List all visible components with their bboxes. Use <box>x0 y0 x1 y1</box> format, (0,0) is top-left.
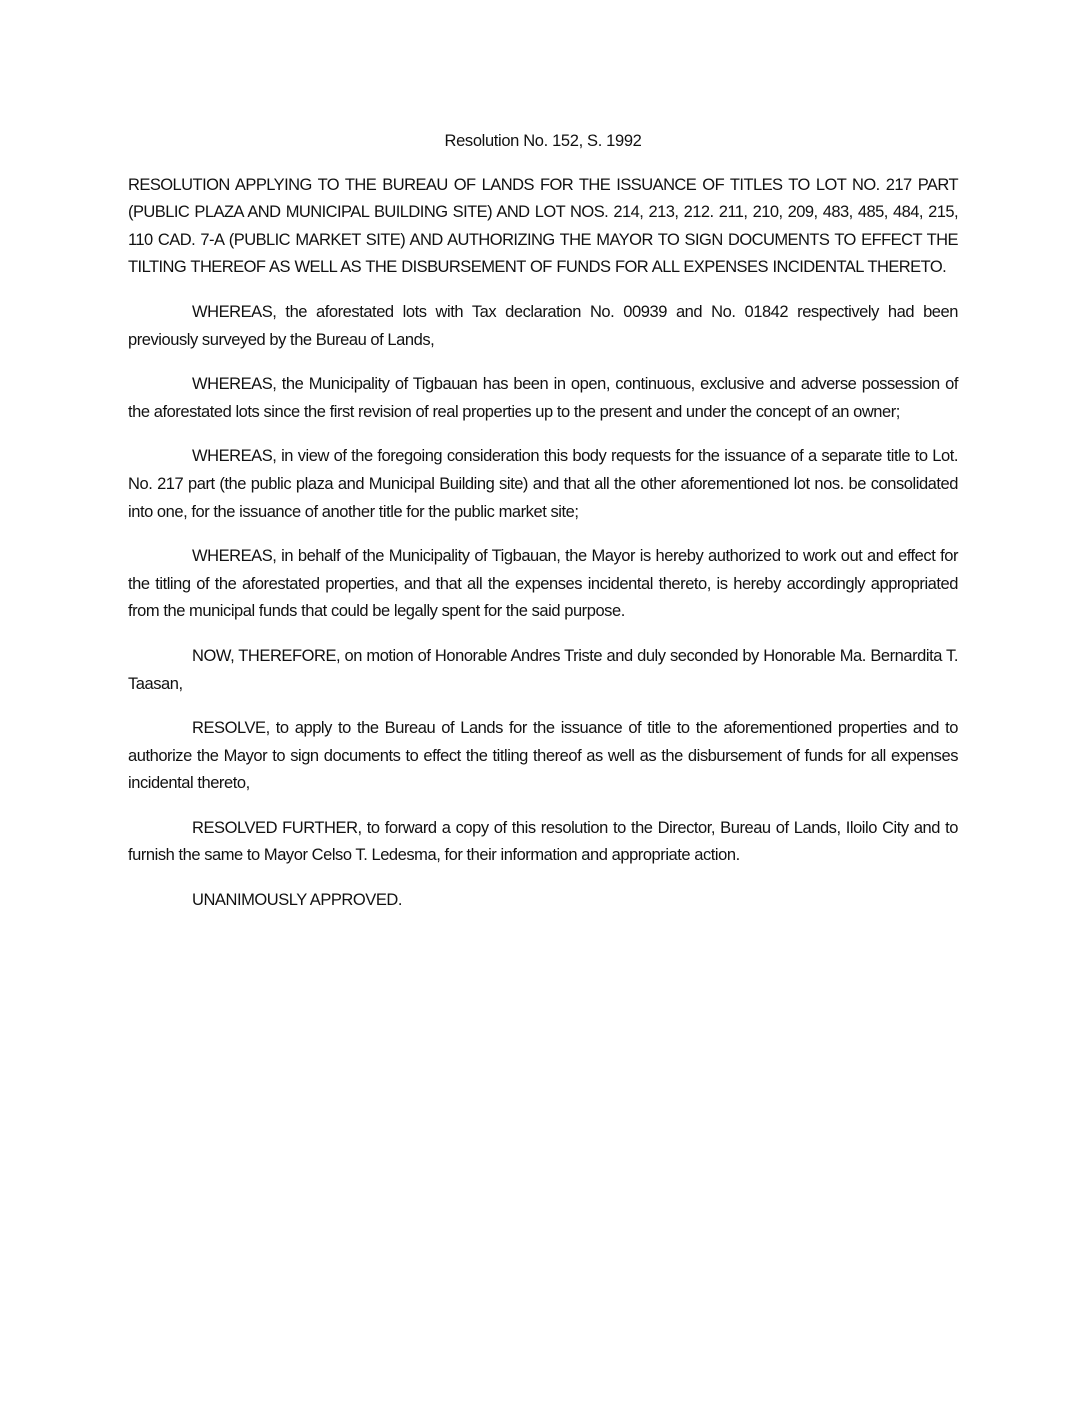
whereas-authorization-paragraph: WHEREAS, in behalf of the Municipality of Tigbauan, the Mayor is hereby authorized to work out and effect for the titling of the aforestated properties, and that all the expenses incidental thereto, is hereby accordingly appropriated from the municipal funds that could be legally spent for the said purpose. <box>128 547 958 621</box>
document-page <box>128 128 958 932</box>
whereas-possession-paragraph: WHEREAS, the Municipality of Tigbauan has been in open, continuous, exclusive and adverse possession of the aforestated lots since the first revision of real properties up to the present and under the concept of an owner; <box>128 375 958 421</box>
whereas-surveyed-paragraph: WHEREAS, the aforestated lots with Tax declaration No. 00939 and No. 01842 respectively had been previously surveyed by the Bureau of Lands, <box>128 302 958 349</box>
resolution-title: Resolution No. 152, S. 1992 <box>444 132 642 150</box>
resolve-paragraph: RESOLVE, to apply to the Bureau of Lands for the issuance of title to the aforementioned properties and to authorize the Mayor to sign documents to effect the titling thereof as well as the disbursement of funds for all expenses incidental thereto, <box>128 719 958 793</box>
whereas-request-paragraph: WHEREAS, in view of the foregoing consideration this body requests for the issuance of a separate title to Lot. No. 217 part (the public plaza and Municipal Building site) and that all the other aforementioned lot nos. be consolidated into one, for the issuance of another title for the public market site; <box>128 447 958 521</box>
resolved-further-paragraph: RESOLVED FURTHER, to forward a copy of this resolution to the Director, Bureau of Lands, Iloilo City and to furnish the same to Mayor Celso T. Ledesma, for their information and appropriate action. <box>128 818 958 865</box>
motion-paragraph: NOW, THEREFORE, on motion of Honorable Andres Triste and duly seconded by Honorable Ma. Bernardita T. Taasan, <box>128 646 958 693</box>
approval-statement: UNANIMOUSLY APPROVED. <box>192 891 402 910</box>
resolution-heading: RESOLUTION APPLYING TO THE BUREAU OF LANDS FOR THE ISSUANCE OF TITLES TO LOT NO. 217 PART (PUBLIC PLAZA AND MUNICIPAL BUILDING SITE) AND LOT NOS. 214, 213, 212. 211, 210, 209, 483, 485, 484, 215, 110 CAD. 7-A (PUBLIC MARKET SITE) AND AUTHORIZING THE MAYOR TO SIGN DOCUMENTS TO EFFECT THE TILTING THEREOF AS WELL AS THE DISBURSEMENT OF FUNDS FOR ALL EXPENSES INCIDENTAL THERETO. <box>128 175 958 277</box>
